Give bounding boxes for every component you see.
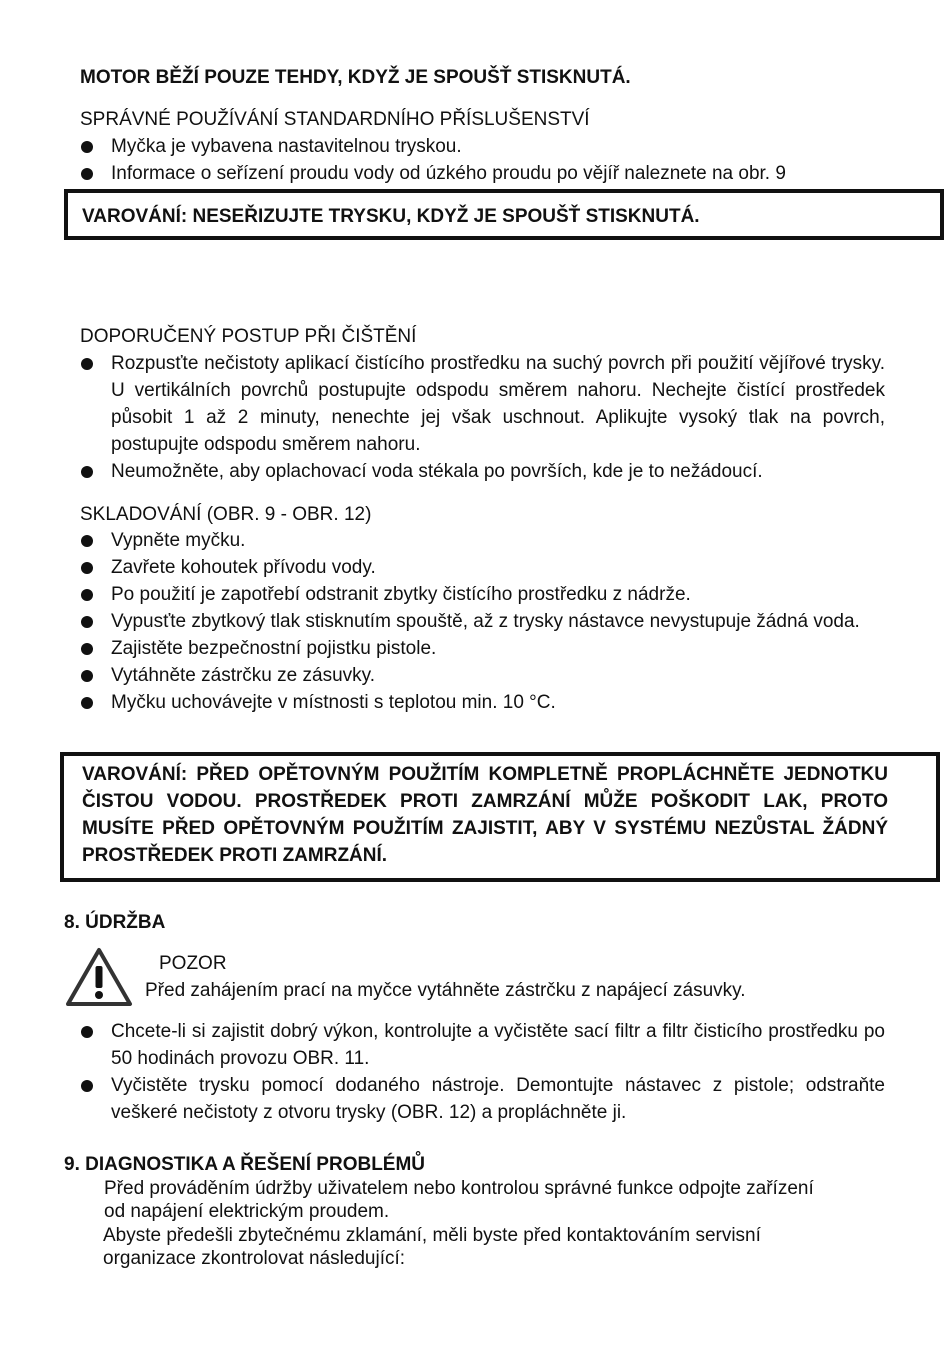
bullet-icon: [81, 616, 93, 628]
bullet-icon: [81, 1080, 93, 1092]
accessories-heading: SPRÁVNÉ POUŽÍVÁNÍ STANDARDNÍHO PŘÍSLUŠENSTVÍ: [80, 109, 590, 130]
bullet-icon: [81, 643, 93, 655]
list-item: Informace o seřízení proudu vody od úzkého proudu po vějíř naleznete na obr. 9: [80, 160, 885, 187]
list-item: Myčku uchovávejte v místnosti s teplotou min. 10 °C.: [80, 689, 885, 716]
warning-triangle-icon: [64, 946, 134, 1008]
warning-text: VAROVÁNÍ: NESEŘIZUJTE TRYSKU, KDYŽ JE SPOUŠŤ STISKNUTÁ.: [82, 206, 700, 227]
diagnostics-paragraph-2: Abyste předešli zbytečnému zklamání, měli byste před kontaktováním servisní organizace zkontrolovat následující:: [103, 1225, 761, 1269]
cleaning-heading: DOPORUČENÝ POSTUP PŘI ČIŠTĚNÍ: [80, 326, 417, 347]
maintenance-title: 8. ÚDRŽBA: [64, 912, 166, 933]
cleaning-list: [80, 350, 885, 485]
bullet-icon: [81, 535, 93, 547]
list-item: Zajistěte bezpečnostní pojistku pistole.: [80, 635, 885, 662]
motor-note: MOTOR BĚŽÍ POUZE TEHDY, KDYŽ JE SPOUŠŤ STISKNUTÁ.: [80, 67, 631, 88]
storage-heading: SKLADOVÁNÍ (OBR. 9 - OBR. 12): [80, 504, 372, 525]
bullet-icon: [81, 697, 93, 709]
list-item: Rozpusťte nečistoty aplikací čistícího prostředku na suchý povrch při použití vějířové trysky. U vertikálních povrchů postupujte odspodu směrem nahoru. Nechejte čistící prostředek působit 1 až 2 minuty, nenechte jej však uschnout. Aplikujte vysoký tlak na povrch, postupujte odspodu směrem nahoru.: [80, 350, 885, 458]
bullet-icon: [81, 562, 93, 574]
maintenance-list: [80, 1018, 885, 1126]
bullet-icon: [81, 589, 93, 601]
list-item: Neumožněte, aby oplachovací voda stékala po površích, kde je to nežádoucí.: [80, 458, 885, 485]
warning-box-trigger: [64, 189, 944, 240]
bullet-icon: [81, 670, 93, 682]
list-item: Vypusťte zbytkový tlak stisknutím spouště, až z trysky nástavce nevystupuje žádná voda.: [80, 608, 885, 635]
bullet-icon: [81, 466, 93, 478]
list-item: Po použití je zapotřebí odstranit zbytky čistícího prostředku z nádrže.: [80, 581, 885, 608]
list-item: Chcete-li si zajistit dobrý výkon, kontrolujte a vyčistěte sací filtr a filtr čisticího prostředku po 50 hodinách provozu OBR. 11.: [80, 1018, 885, 1072]
bullet-icon: [81, 141, 93, 153]
caution-label: POZOR: [159, 953, 227, 974]
list-item: Zavřete kohoutek přívodu vody.: [80, 554, 885, 581]
list-item: Vytáhněte zástrčku ze zásuvky.: [80, 662, 885, 689]
warning-box-antifreeze: [60, 752, 940, 882]
bullet-icon: [81, 358, 93, 370]
accessories-list: [80, 133, 885, 187]
bullet-icon: [81, 1026, 93, 1038]
list-item: Vypněte myčku.: [80, 527, 885, 554]
diagnostics-paragraph-1: Před prováděním údržby uživatelem nebo kontrolou správné funkce odpojte zařízení od napájení elektrickým proudem.: [104, 1178, 814, 1222]
list-item: Vyčistěte trysku pomocí dodaného nástroje. Demontujte nástavec z pistole; odstraňte veškeré nečistoty z otvoru trysky (OBR. 12) a propláchněte ji.: [80, 1072, 885, 1126]
caution-text: Před zahájením prací na myčce vytáhněte zástrčku z napájecí zásuvky.: [145, 980, 746, 1001]
storage-list: [80, 527, 885, 716]
diagnostics-title: 9. DIAGNOSTIKA A ŘEŠENÍ PROBLÉMŮ: [64, 1154, 426, 1175]
bullet-icon: [81, 168, 93, 180]
list-item: Myčka je vybavena nastavitelnou tryskou.: [80, 133, 885, 160]
warning-text: VAROVÁNÍ: PŘED OPĚTOVNÝM POUŽITÍM KOMPLETNĚ PROPLÁCHNĚTE JEDNOTKU ČISTOU VODOU. PROSTŘEDEK PROTI ZAMRZÁNÍ MŮŽE POŠKODIT LAK, PROTO MUSÍTE PŘED OPĚTOVNÝM POUŽITÍM ZAJISTIT, ABY V SYSTÉMU NEZŮSTAL ŽÁDNÝ PROSTŘEDEK PROTI ZAMRZÁNÍ.: [82, 764, 888, 866]
